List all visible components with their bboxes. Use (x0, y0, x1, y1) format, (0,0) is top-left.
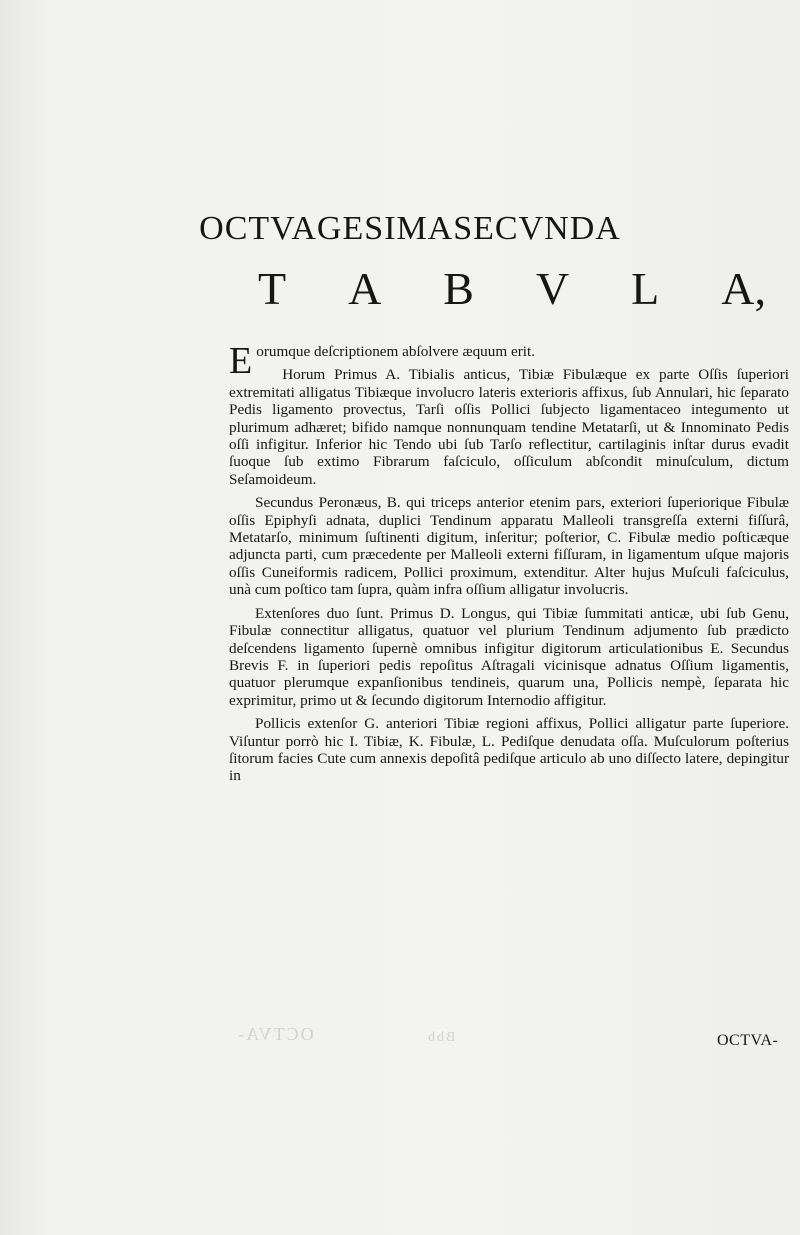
paragraph: Extenſores duo ſunt. Primus D. Longus, qui Tibiæ ſummitati anticæ, ubi ſub Genu, Fibulæ connectitur alligatus, quatuor vel plurium Tendinum adjumento ſub prædicto deſcendens ligamento ſupernè omnibus infigitur digitorum articulationibus E. Secundus Brevis F. in ſuperiori pedis repoſitus Aſtragali vicinisque adnatus Oſſium ligamentis, quatuor plerumque expanſionibus tendineis, quarum una, Pollicis nempè, ſeparata hic exprimitur, primo ut & ſecundo digitorum Internodio affigitur. (229, 604, 789, 709)
heading-letter: L (631, 263, 660, 314)
heading-letter: A (348, 263, 382, 314)
heading-subtitle (258, 262, 766, 315)
paragraph: Pollicis extenſor G. anteriori Tibiæ regioni affixus, Pollici alligatur parte ſuperiore. Viſuntur porrò hic I. Tibiæ, K. Fibulæ, L. Pediſque denudata oſſa. Muſculorum poſterius ſitorum facies Cute cum annexis depoſitâ pediſque articulo ab uno diſſecto latere, depingitur in (229, 715, 789, 785)
heading-title: OCTVAGESIMASECVNDA (199, 210, 621, 247)
body-text (229, 340, 789, 791)
bleed-through-mark: Bbb (426, 1030, 456, 1045)
paragraph-text: orumque deſcriptionem abſolvere æquum erit. (256, 343, 535, 360)
bleed-through-mark: OCTVA- (236, 1024, 314, 1044)
heading-letter: A, (721, 263, 766, 314)
catchword: OCTVA- (717, 1032, 779, 1049)
drop-cap: E (229, 340, 253, 382)
heading-letter: B (443, 263, 474, 314)
paragraph (229, 340, 789, 382)
heading-letter: V (535, 263, 570, 314)
paragraph: Horum Primus A. Tibialis anticus, Tibiæ Fibulæque ex parte Oſſis ſuperiori extremitati alligatus Tibiæque involucro lateris exterioris affixus, ſub Annulari, hic ſeparato Pedis ligamento provectus, Tarſi oſſis Pollici ſubjecto ligamentaceo integumento ut plurimum adhæret; bifido namque nonnunquam tendine Metatarſi, ut & Innominato Pedis oſſi infigitur. Inferior hic Tendo ubi ſub Tarſo reflectitur, cartilaginis inſtar durus evadit ſuoque ſub extimo Fibrarum faſciculo, oſſiculum abſcondit minuſculum, dictum Seſamoideum. (229, 366, 789, 488)
heading-letter: T (258, 263, 287, 314)
paragraph: Secundus Peronæus, B. qui triceps anterior etenim pars, exteriori ſuperiorique Fibulæ oſſis Epiphyſi adnata, duplici Tendinum apparatu Malleoli transgreſſa externi fiſſurâ, Metatarſo, minimum ſuſtinenti digitum, inſeritur; poſterior, C. Fibulæ medio poſticæque adjuncta parti, cum præcedente per Malleoli externi fiſſuram, in ligamentum uſque majoris oſſis Cuneiformis radicem, Pollici proximum, extenditur. Alter hujus Muſculi faſciculus, unà cum poſtico tam ſupra, quàm infra oſſium alligatur involucris. (229, 494, 789, 599)
